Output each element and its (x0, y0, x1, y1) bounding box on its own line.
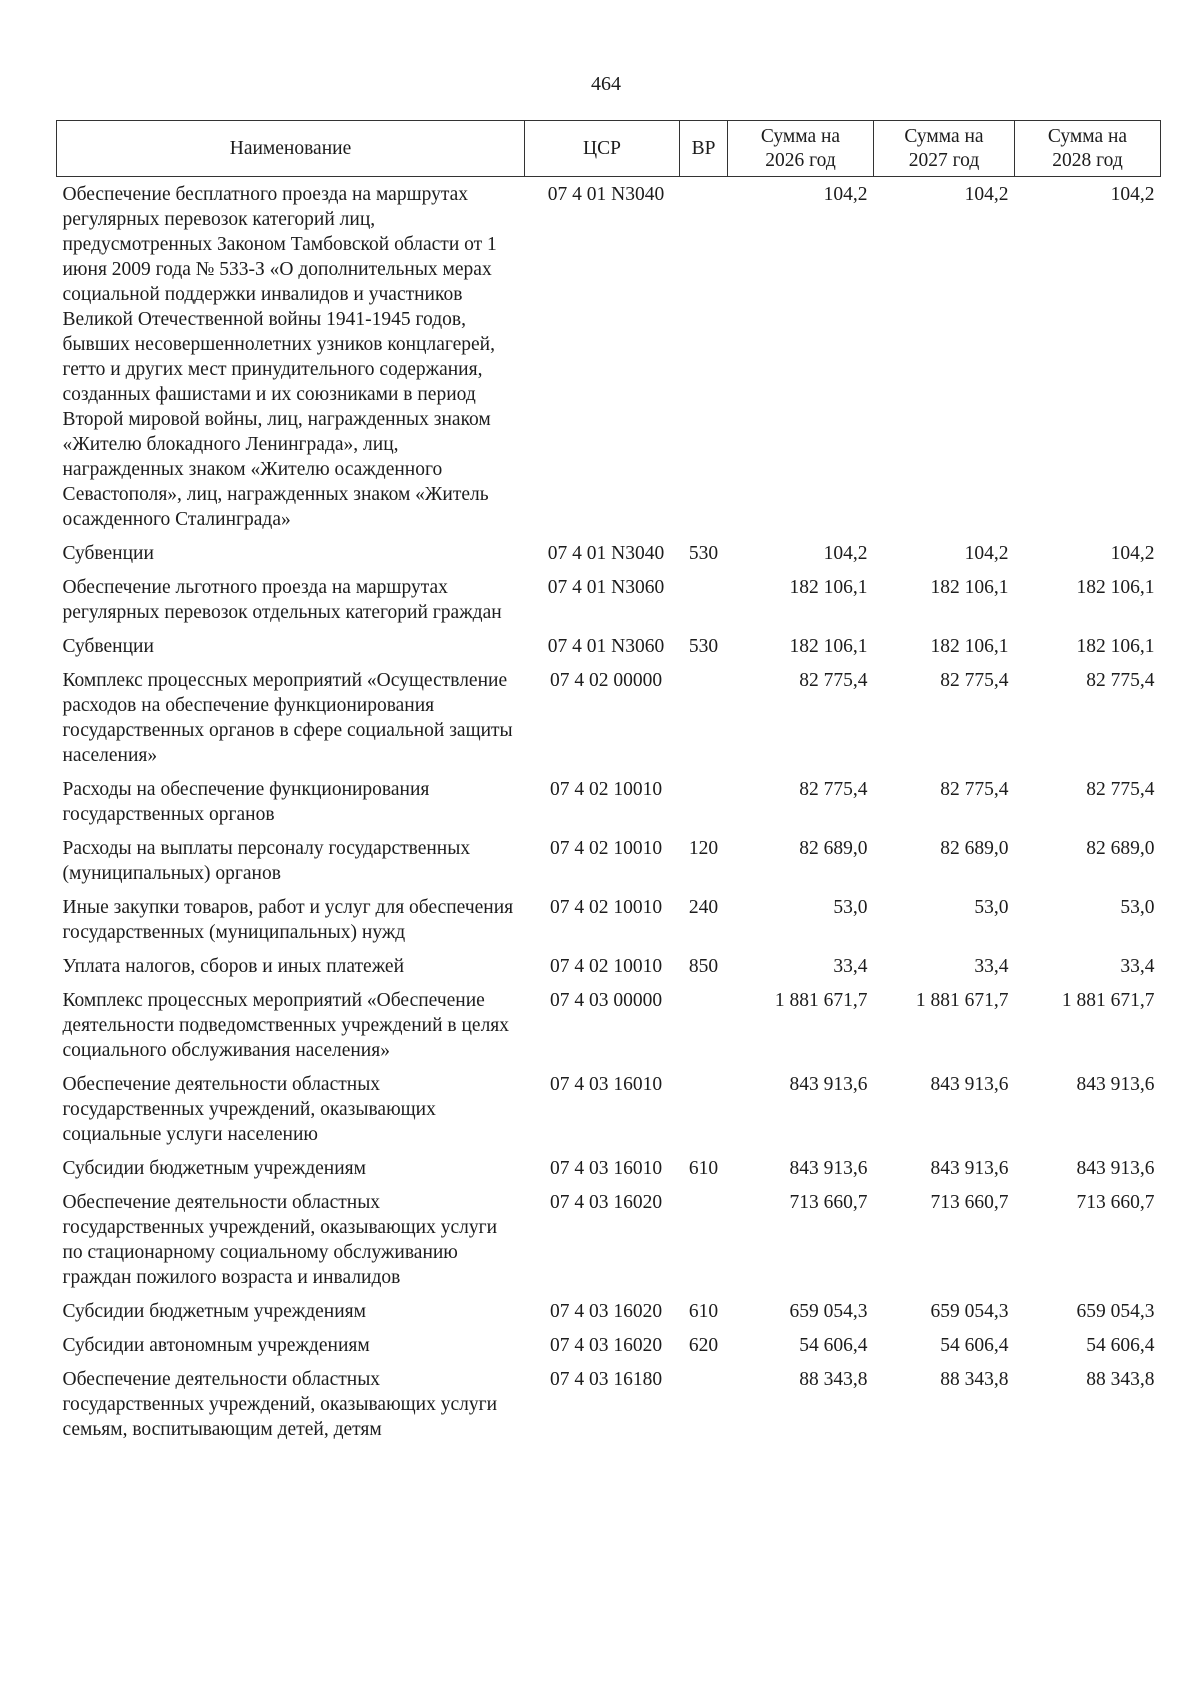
row-sum-2027: 88 343,8 (940, 1369, 1009, 1390)
row-sum-2027: 182 106,1 (930, 636, 1009, 657)
row-sum-2026: 54 606,4 (799, 1335, 868, 1356)
row-name: Субсидии автономным учреждениям (62, 1335, 370, 1356)
page-number: 464 (591, 73, 621, 95)
row-sum-2028: 82 775,4 (1086, 670, 1155, 691)
row-sum-2028: 88 343,8 (1086, 1369, 1155, 1390)
row-sum-2028: 33,4 (1120, 956, 1155, 977)
table-row (57, 663, 1161, 772)
row-sum-2028: 843 913,6 (1076, 1158, 1155, 1179)
row-sum-2028: 1 881 671,7 (1061, 990, 1155, 1011)
row-sum-2026: 843 913,6 (789, 1074, 868, 1095)
row-sum-2028: 53,0 (1120, 897, 1155, 918)
row-name: Комплекс процессных мероприятий «Осуществление расходов на обеспечение функционирования государственных органов в сфере социальной защиты населения» (62, 670, 513, 766)
table-row (57, 536, 1161, 570)
row-vr: 610 (688, 1301, 719, 1322)
row-sum-2026: 33,4 (833, 956, 868, 977)
row-vr: 610 (688, 1158, 719, 1179)
row-name: Обеспечение бесплатного проезда на маршрутах регулярных перевозок категорий лиц, предусмотренных Законом Тамбовской области от 1 июня 2009 года № 533-З «О дополнительных мерах социальной поддержки инвалидов и участников Великой Отечественной войны 1941-1945 годов, бывших несовершеннолетних узников концлагерей, гетто и других мест принудительного содержания, созданных фашистами и их союзниками в период Второй мировой войны, лиц, награжденных знаком «Жителю блокадного Ленинграда», лиц, награжденных знаком «Жителю осажденного Севастополя», лиц, награжденных знаком «Житель осажденного Сталинграда» (62, 184, 497, 530)
row-sum-2027: 82 775,4 (940, 670, 1009, 691)
row-sum-2026: 843 913,6 (789, 1158, 868, 1179)
row-name: Субсидии бюджетным учреждениям (62, 1158, 366, 1179)
row-sum-2026: 659 054,3 (789, 1301, 868, 1322)
header-vr: ВР (680, 121, 728, 177)
row-sum-2028: 82 689,0 (1086, 838, 1155, 859)
header-name: Наименование (57, 121, 525, 177)
row-csr: 07 4 02 10010 (549, 838, 663, 859)
row-csr: 07 4 02 00000 (549, 670, 663, 691)
row-sum-2028: 82 775,4 (1086, 779, 1155, 800)
row-sum-2027: 659 054,3 (930, 1301, 1009, 1322)
row-sum-2027: 182 106,1 (930, 577, 1009, 598)
row-sum-2028: 104,2 (1110, 543, 1155, 564)
row-name: Субвенции (62, 636, 154, 657)
row-sum-2026: 182 106,1 (789, 636, 868, 657)
row-sum-2028: 104,2 (1110, 184, 1155, 205)
row-sum-2027: 843 913,6 (930, 1158, 1009, 1179)
table-row (57, 1362, 1161, 1446)
row-csr: 07 4 02 10010 (549, 956, 663, 977)
row-csr: 07 4 02 10010 (549, 779, 663, 800)
row-sum-2028: 843 913,6 (1076, 1074, 1155, 1095)
row-csr: 07 4 03 16180 (549, 1369, 663, 1390)
table-row (57, 1185, 1161, 1294)
row-sum-2026: 182 106,1 (789, 577, 868, 598)
header-sum-2028: Сумма на 2028 год (1015, 121, 1161, 177)
row-csr: 07 4 03 16010 (549, 1074, 663, 1095)
table-body (57, 177, 1161, 1447)
row-csr: 07 4 01 N3040 (547, 184, 665, 205)
row-name: Обеспечение льготного проезда на маршрутах регулярных перевозок отдельных категорий граждан (62, 577, 502, 623)
row-sum-2026: 82 775,4 (799, 779, 868, 800)
row-sum-2026: 88 343,8 (799, 1369, 868, 1390)
row-csr: 07 4 01 N3040 (547, 543, 665, 564)
row-name: Иные закупки товаров, работ и услуг для обеспечения государственных (муниципальных) нужд (62, 897, 514, 943)
row-sum-2027: 54 606,4 (940, 1335, 1009, 1356)
row-sum-2028: 182 106,1 (1076, 636, 1155, 657)
row-sum-2028: 54 606,4 (1086, 1335, 1155, 1356)
table-row (57, 1067, 1161, 1151)
row-sum-2027: 33,4 (974, 956, 1009, 977)
row-sum-2026: 82 689,0 (799, 838, 868, 859)
row-sum-2027: 104,2 (964, 184, 1009, 205)
row-sum-2027: 843 913,6 (930, 1074, 1009, 1095)
row-name: Субсидии бюджетным учреждениям (62, 1301, 366, 1322)
row-name: Обеспечение деятельности областных государственных учреждений, оказывающих социальные услуги населению (62, 1074, 436, 1145)
row-sum-2027: 82 689,0 (940, 838, 1009, 859)
row-vr (680, 1067, 728, 1151)
row-csr: 07 4 03 16020 (549, 1192, 663, 1213)
row-sum-2027: 53,0 (974, 897, 1009, 918)
table-row (57, 570, 1161, 629)
row-vr (680, 1362, 728, 1446)
table-row (57, 1328, 1161, 1362)
table-row (57, 949, 1161, 983)
row-vr (680, 177, 728, 537)
row-name: Обеспечение деятельности областных государственных учреждений, оказывающих услуги семьям, воспитывающим детей, детям (62, 1369, 498, 1440)
header-sum-2026: Сумма на 2026 год (728, 121, 874, 177)
row-vr (680, 663, 728, 772)
row-vr (680, 772, 728, 831)
row-vr: 240 (688, 897, 719, 918)
budget-table-sheet (56, 120, 1160, 1446)
row-vr: 530 (688, 543, 719, 564)
row-sum-2026: 1 881 671,7 (774, 990, 868, 1011)
table-row (57, 983, 1161, 1067)
table-row (57, 890, 1161, 949)
row-vr: 120 (688, 838, 719, 859)
row-vr: 530 (688, 636, 719, 657)
table-header (57, 121, 1161, 177)
row-sum-2028: 659 054,3 (1076, 1301, 1155, 1322)
row-csr: 07 4 02 10010 (549, 897, 663, 918)
header-csr: ЦСР (525, 121, 680, 177)
row-sum-2027: 82 775,4 (940, 779, 1009, 800)
row-csr: 07 4 03 16020 (549, 1301, 663, 1322)
row-csr: 07 4 03 16020 (549, 1335, 663, 1356)
row-vr (680, 570, 728, 629)
row-sum-2026: 104,2 (823, 184, 868, 205)
row-csr: 07 4 03 16010 (549, 1158, 663, 1179)
row-vr (680, 1185, 728, 1294)
row-sum-2026: 82 775,4 (799, 670, 868, 691)
row-vr: 850 (688, 956, 719, 977)
row-sum-2028: 713 660,7 (1076, 1192, 1155, 1213)
row-name: Субвенции (62, 543, 154, 564)
row-name: Уплата налогов, сборов и иных платежей (62, 956, 405, 977)
row-csr: 07 4 01 N3060 (547, 636, 665, 657)
row-sum-2028: 182 106,1 (1076, 577, 1155, 598)
row-name: Расходы на обеспечение функционирования государственных органов (62, 779, 430, 825)
row-sum-2026: 53,0 (833, 897, 868, 918)
table-row (57, 1294, 1161, 1328)
table-row (57, 831, 1161, 890)
row-sum-2027: 713 660,7 (930, 1192, 1009, 1213)
row-sum-2026: 713 660,7 (789, 1192, 868, 1213)
budget-table (56, 120, 1161, 1446)
row-name: Комплекс процессных мероприятий «Обеспечение деятельности подведомственных учреждений в целях социального обслуживания населения» (62, 990, 510, 1061)
row-vr: 620 (688, 1335, 719, 1356)
row-name: Расходы на выплаты персоналу государственных (муниципальных) органов (62, 838, 471, 884)
row-sum-2027: 104,2 (964, 543, 1009, 564)
header-sum-2027: Сумма на 2027 год (874, 121, 1015, 177)
table-row (57, 629, 1161, 663)
row-csr: 07 4 03 00000 (549, 990, 663, 1011)
row-csr: 07 4 01 N3060 (547, 577, 665, 598)
row-name: Обеспечение деятельности областных государственных учреждений, оказывающих услуги по стационарному социальному обслуживанию граждан пожилого возраста и инвалидов (62, 1192, 498, 1288)
table-row (57, 1151, 1161, 1185)
row-sum-2027: 1 881 671,7 (915, 990, 1009, 1011)
table-row (57, 772, 1161, 831)
row-sum-2026: 104,2 (823, 543, 868, 564)
row-vr (680, 983, 728, 1067)
table-row (57, 177, 1161, 537)
